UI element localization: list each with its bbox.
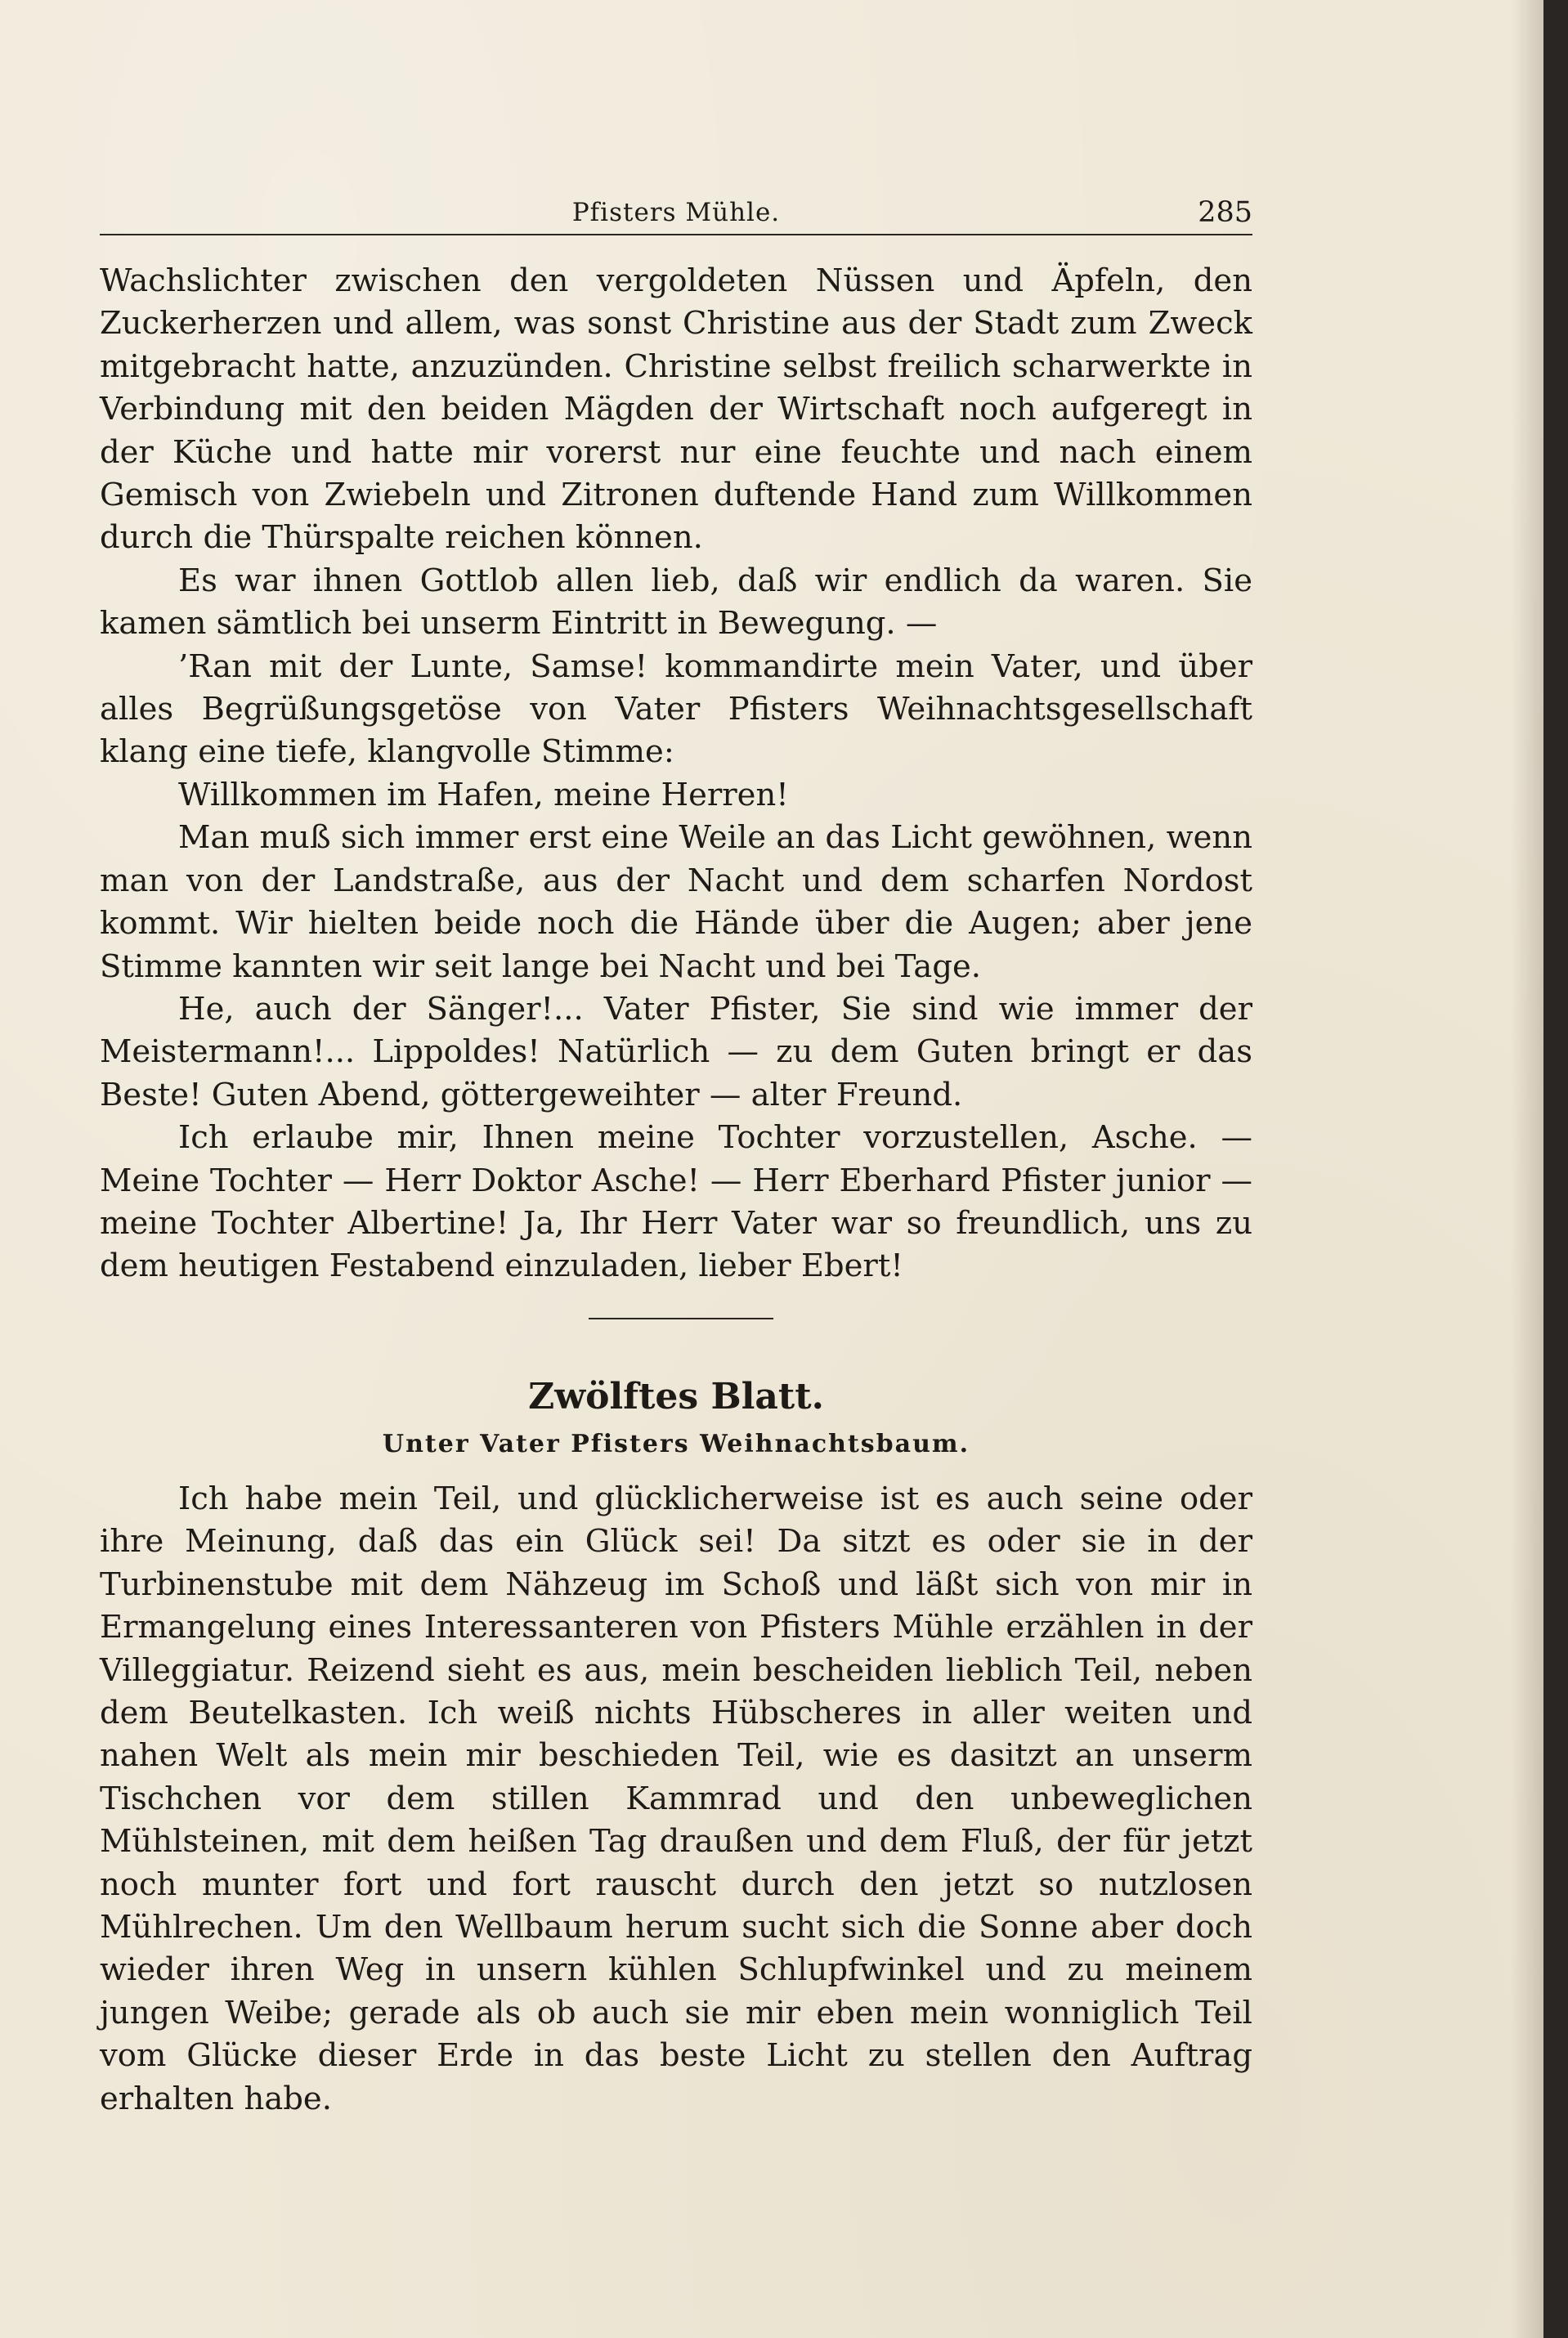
text-block-bottom [100,1478,1252,2121]
page-edge-shadow [1511,0,1543,2338]
chapter-subtitle: Unter Vater Pfisters Weihnachtsbaum. [382,1430,970,1458]
paragraph: ’Ran mit der Lunte, Samse! kommandirte mein Vater, und über alles Begrüßungsgetöse von Vater Pfisters Weihnachtsgesellschaft klang eine tiefe, klangvolle Stimme: [100,647,1252,771]
paragraph: Ich habe mein Teil, und glücklicherweise ist es auch seine oder ihre Meinung, daß das ein Glück sei! Da sitzt es oder sie in der Turbinenstube mit dem Nähzeug im Schoß und läßt sich von mir in Ermangelung eines Interessanteren von Pfisters Mühle erzählen in der Villeggiatur. Reizend sieht es aus, mein bescheiden lieblich Teil, neben dem Beutelkasten. Ich weiß nichts Hübscheres in aller weiten und nahen Welt als mein mir beschieden Teil, wie es dasitzt an unserm Tischchen vor dem stillen Kammrad und den unbeweglichen Mühlsteinen, mit dem heißen Tag draußen und dem Fluß, der für jetzt noch munter fort und fort rauscht durch den jetzt so nutzlosen Mühlrechen. Um den Wellbaum herum sucht sich die Sonne aber doch wieder ihren Weg in unsern kühlen Schlupfwinkel und zu meinem jungen Weibe; gerade als ob auch sie mir eben mein wonniglich Teil vom Glücke dieser Erde in das beste Licht zu stellen den Auftrag erhalten habe. [100,1480,1252,2117]
text-block-top [100,260,1252,1288]
paragraph: Willkommen im Hafen, meine Herren! [178,776,789,813]
page-number: 285 [1198,196,1252,229]
running-header [100,195,1252,235]
paragraph: He, auch der Sänger!... Vater Pfister, Sie sind wie immer der Meistermann!... Lippoldes! Natürlich — zu dem Guten bringt er das Beste! Guten Abend, göttergeweihter — alter Freund. [100,990,1252,1113]
paragraph-continued: Wachslichter zwischen den vergoldeten Nüssen und Äpfeln, den Zuckerherzen und allem, was sonst Christine aus der Stadt zum Zweck mitgebracht hatte, anzuzünden. Christine selbst freilich scharwerkte in Verbindung mit den beiden Mägden der Wirtschaft noch aufgeregt in der Küche und hatte mir vorerst nur eine feuchte und nach einem Gemisch von Zwiebeln und Zitronen duftende Hand zum Willkommen durch die Thürspalte reichen können. [100,262,1252,557]
paragraph: Ich erlaube mir, Ihnen meine Tochter vorzustellen, Asche. — Meine Tochter — Herr Doktor Asche! — Herr Eberhard Pfister junior — meine Tochter Albertine! Ja, Ihr Herr Vater war so freundlich, uns zu dem heutigen Festabend einzuladen, lieber Ebert! [100,1119,1252,1285]
chapter-title: Zwölftes Blatt. [528,1376,824,1418]
paragraph: Man muß sich immer erst eine Weile an das Licht gewöhnen, wenn man von der Landstraße, aus der Nacht und dem scharfen Nordost kommt. Wir hielten beide noch die Hände über die Augen; aber jene Stimme kannten wir seit lange bei Nacht und bei Tage. [100,819,1252,985]
running-title: Pfisters Mühle. [571,198,781,227]
section-separator-rule [589,1318,773,1319]
paragraph: Es war ihnen Gottlob allen lieb, daß wir endlich da waren. Sie kamen sämtlich bei unserm Eintritt in Bewegung. — [100,562,1252,643]
